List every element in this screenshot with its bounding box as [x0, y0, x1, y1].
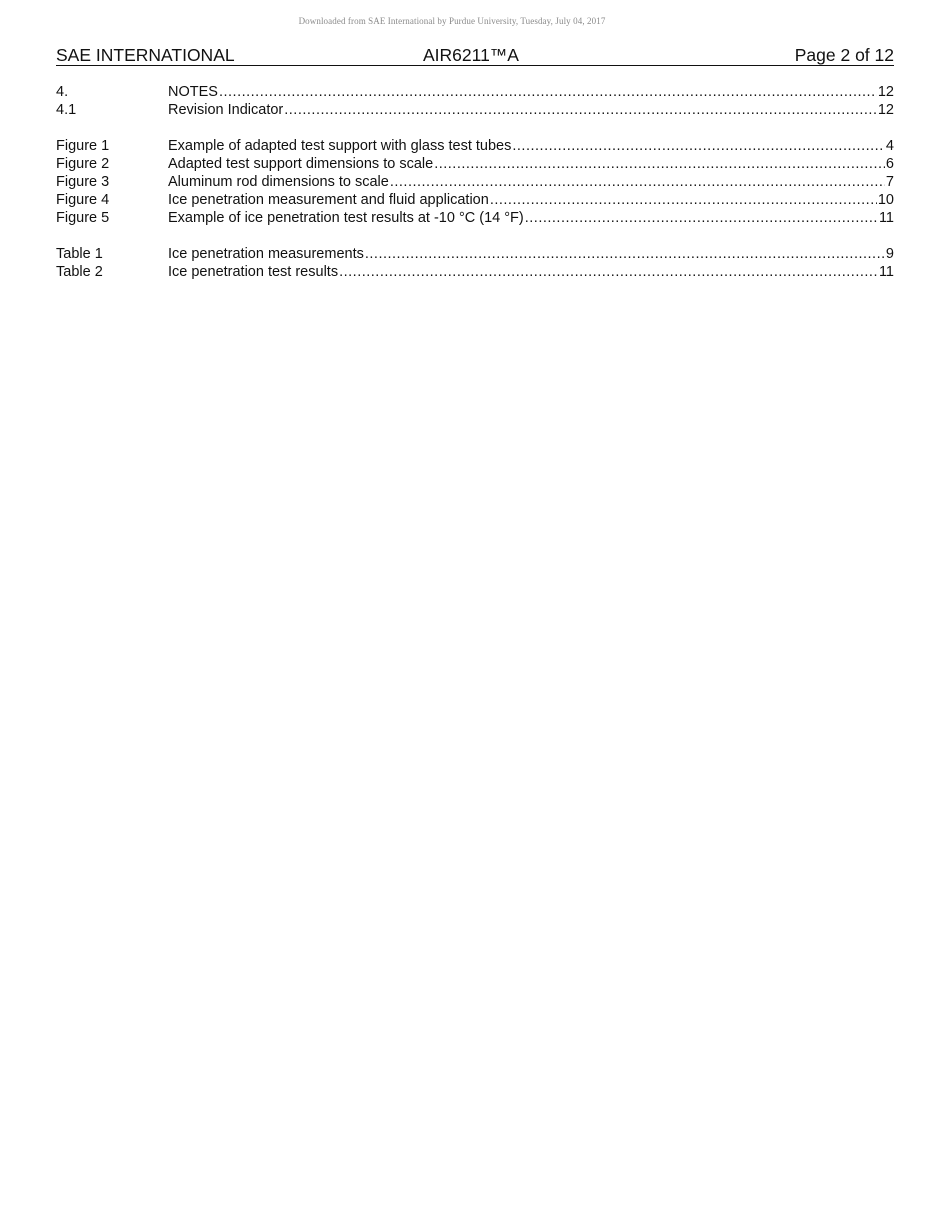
toc-entry-number: Figure 2: [56, 156, 110, 172]
toc-sections: [56, 83, 894, 119]
toc-leader-dots: [434, 155, 885, 173]
toc-entry-number: Figure 5: [56, 210, 110, 226]
toc-entry[interactable]: [56, 101, 894, 119]
toc-entry-number: Figure 1: [56, 138, 110, 154]
toc-leader-dots: [490, 191, 877, 209]
toc-entry[interactable]: [56, 263, 894, 281]
toc-entry[interactable]: [56, 83, 894, 101]
toc-leader-dots: [365, 245, 885, 263]
toc-entry-number: 4.1: [56, 102, 77, 118]
toc-leader-dots: [390, 173, 885, 191]
toc-entry-page: 12: [877, 102, 894, 118]
toc-entry[interactable]: [56, 191, 894, 209]
page-header: [56, 44, 894, 66]
toc-entry[interactable]: [56, 209, 894, 227]
toc-entry-page: 10: [877, 192, 894, 208]
toc-leader-dots: [512, 137, 885, 155]
toc-entry-page: 4: [885, 138, 894, 154]
toc-entry-title: Adapted test support dimensions to scale: [168, 156, 434, 172]
download-watermark: Downloaded from SAE International by Purdue University, Tuesday, July 04, 2017: [298, 16, 606, 26]
toc-leader-dots: [525, 209, 878, 227]
toc-entry-title: NOTES: [168, 84, 218, 100]
toc-leader-dots: [284, 101, 877, 119]
toc-figures: [56, 137, 894, 227]
toc-entry-number: 4.: [56, 84, 69, 100]
toc-entry-title: Ice penetration test results: [168, 264, 339, 280]
toc-entry[interactable]: [56, 245, 894, 263]
toc-entry-title: Example of adapted test support with glass test tubes: [168, 138, 512, 154]
header-document-number: AIR6211™A: [423, 45, 519, 65]
toc-entry-title: Ice penetration measurements: [168, 246, 364, 262]
toc-entry-number: Figure 4: [56, 192, 110, 208]
toc-entry-page: 11: [878, 210, 894, 226]
header-organization: SAE INTERNATIONAL: [56, 45, 235, 65]
toc-entry-number: Table 1: [56, 246, 103, 262]
toc-entry-title: Example of ice penetration test results at -10 °C (14 °F): [168, 210, 524, 226]
table-of-contents: [56, 83, 894, 299]
toc-tables: [56, 245, 894, 281]
toc-entry[interactable]: [56, 155, 894, 173]
header-page-number: Page 2 of 12: [794, 45, 894, 65]
toc-entry-title: Ice penetration measurement and fluid application: [168, 192, 489, 208]
toc-leader-dots: [339, 263, 878, 281]
toc-entry-page: 11: [878, 264, 894, 280]
toc-entry-number: Figure 3: [56, 174, 110, 190]
toc-entry-title: Aluminum rod dimensions to scale: [168, 174, 389, 190]
toc-entry-page: 9: [885, 246, 894, 262]
toc-leader-dots: [219, 83, 877, 101]
toc-entry[interactable]: [56, 137, 894, 155]
toc-entry-page: 12: [877, 84, 894, 100]
toc-entry-page: 7: [885, 174, 894, 190]
toc-entry[interactable]: [56, 173, 894, 191]
toc-entry-page: 6: [885, 156, 894, 172]
toc-entry-number: Table 2: [56, 264, 103, 280]
toc-entry-title: Revision Indicator: [168, 102, 284, 118]
